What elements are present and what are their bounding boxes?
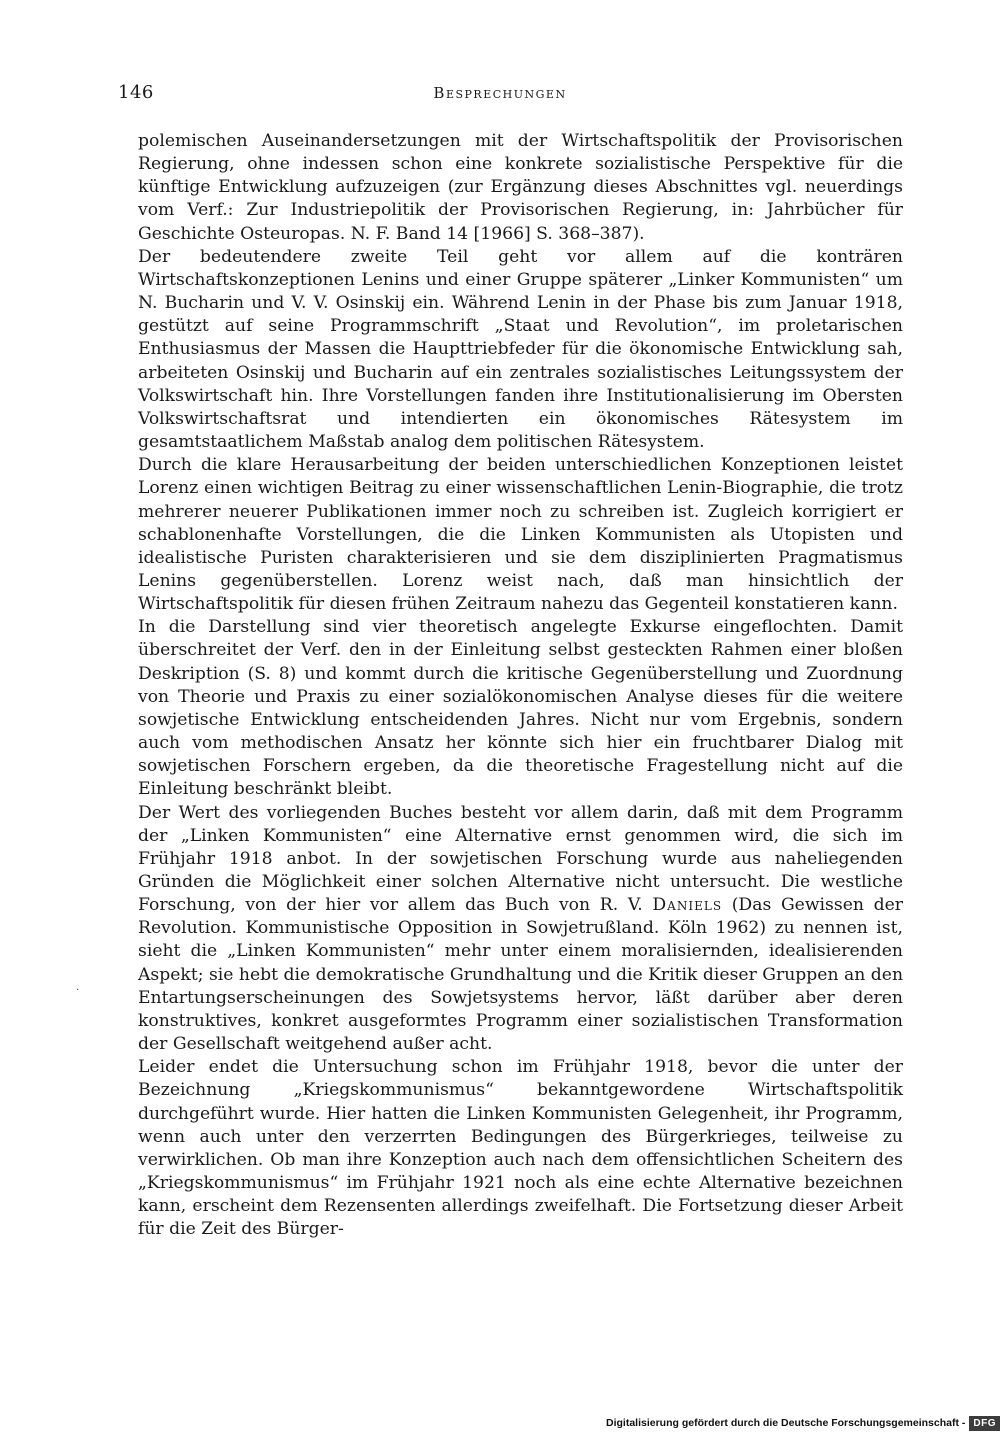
running-head: Besprechungen [433, 84, 567, 102]
footer-credit-text: Digitalisierung gefördert durch die Deutsche Forschungsgemeinschaft - [606, 1417, 966, 1429]
dfg-logo: DFG [969, 1416, 1000, 1431]
page-number: 146 [118, 82, 154, 103]
paragraph-5 [138, 802, 903, 1057]
paragraph-1: polemischen Auseinandersetzungen mit der Wirtschaftspolitik der Provisorischen Regierung, ohne indessen schon eine konkrete sozialistische Perspektive für die künftige Entwicklung aufzuzeigen (zur Ergänzung dieses Abschnittes vgl. neuerdings vom Verf.: Zur Industriepolitik der Provisorischen Regierung, in: Jahrbücher für Geschichte Osteuropas. N. F. Band 14 [1966] S. 368–387). [138, 131, 903, 244]
review-body [138, 130, 903, 1242]
paragraph-2: Der bedeutendere zweite Teil geht vor allem auf die konträren Wirtschaftskonzeptionen Lenins und einer Gruppe späterer „Linker Kommunisten“ um N. Bucharin und V. V. Osinskij ein. Während Lenin in der Phase bis zum Januar 1918, gestützt auf seine Programmschrift „Staat und Revolution“, im proletarischen Enthusiasmus der Massen die Haupttriebfeder für die ökonomische Entwicklung sah, arbeiteten Osinskij und Bucharin auf ein zentrales sozialistisches Leitungssystem der Volkswirtschaft hin. Ihre Vorstellungen fanden ihre Institutionalisierung im Obersten Volkswirtschaftsrat und intendierten ein ökonomisches Rätesystem im gesamtstaatlichem Maßstab analog dem politischen Rätesystem. [138, 246, 903, 453]
paragraph-5-text-before: Der Wert des vorliegenden Buches besteht vor allem darin, daß mit dem Programm der „Linken Kommunisten“ eine Alternative ernst genommen wird, die sich im Frühjahr 1918 anbot. In der sowjetischen Forschung wurde aus naheliegenden Gründen die Möglichkeit einer solchen Alternative nicht untersucht. Die westliche Forschung, von der hier vor allem das Buch von R. V. [138, 802, 903, 916]
paragraph-6: Leider endet die Untersuchung schon im Frühjahr 1918, bevor die unter der Bezeichnung „Kriegskommunismus“ bekanntgewordene Wirtschaftspolitik durchgeführt wurde. Hier hatten die Linken Kommunisten Gelegenheit, ihr Programm, wenn auch unter den verzerrten Bedingungen des Bürgerkrieges, teilweise zu verwirklichen. Ob man ihre Konzeption auch nach dem offensichtlichen Scheitern des „Kriegskommunismus“ im Frühjahr 1921 noch als eine echte Alternative bezeichnen kann, erscheint dem Rezensenten allerdings zweifelhaft. Die Fortsetzung dieser Arbeit für die Zeit des Bürger- [138, 1057, 903, 1240]
paragraph-5-text-after: (Das Gewissen der Revolution. Kommunistische Opposition in Sowjetrußland. Köln 1962) zu nennen ist, sieht die „Linken Kommunisten“ mehr unter einem moralisiernden, idealisierenden Aspekt; sie hebt die demokratische Grundhaltung und die Kritik dieser Gruppen an den Entartungserscheinungen des Sowjetsystems hervor, läßt darüber aber deren konstruktives, konkret ausgeformtes Programm einer sozialistischen Transformation der Gesellschaft weitgehend außer acht. [138, 895, 904, 1055]
paragraph-4: In die Darstellung sind vier theoretisch angelegte Exkurse eingeflochten. Damit überschreitet der Verf. den in der Einleitung selbst gesteckten Rahmen einer bloßen Deskription (S. 8) und kommt durch die kritische Gegenüberstellung und Zuordnung von Theorie und Praxis zu einer sozialökonomischen Analyse dieses für die weitere sowjetische Entwicklung entscheidenden Jahres. Nicht nur vom Ergebnis, sondern auch vom methodischen Ansatz her könnte sich hier ein fruchtbarer Dialog mit sowjetischen Forschern ergeben, da die theoretische Fragestellung nicht auf die Einleitung beschränkt bleibt. [138, 617, 903, 800]
digitization-footer [602, 1412, 1000, 1434]
author-name-daniels: Daniels [652, 895, 723, 916]
scan-speck: · [76, 985, 80, 996]
paragraph-3: Durch die klare Herausarbeitung der beiden unterschiedlichen Konzeptionen leistet Lorenz einen wichtigen Beitrag zu einer wissenschaftlichen Lenin-Biographie, die trotz mehrerer neuerer Publikationen immer noch zu schreiben ist. Zugleich korrigiert er schablonenhafte Vorstellungen, die die Linken Kommunisten als Utopisten und idealistische Puristen charakterisieren und sie dem disziplinierten Pragmatismus Lenins gegenüberstellen. Lorenz weist nach, daß man hinsichtlich der Wirtschaftspolitik für diesen frühen Zeitraum nahezu das Gegenteil konstatieren kann. [138, 455, 903, 615]
